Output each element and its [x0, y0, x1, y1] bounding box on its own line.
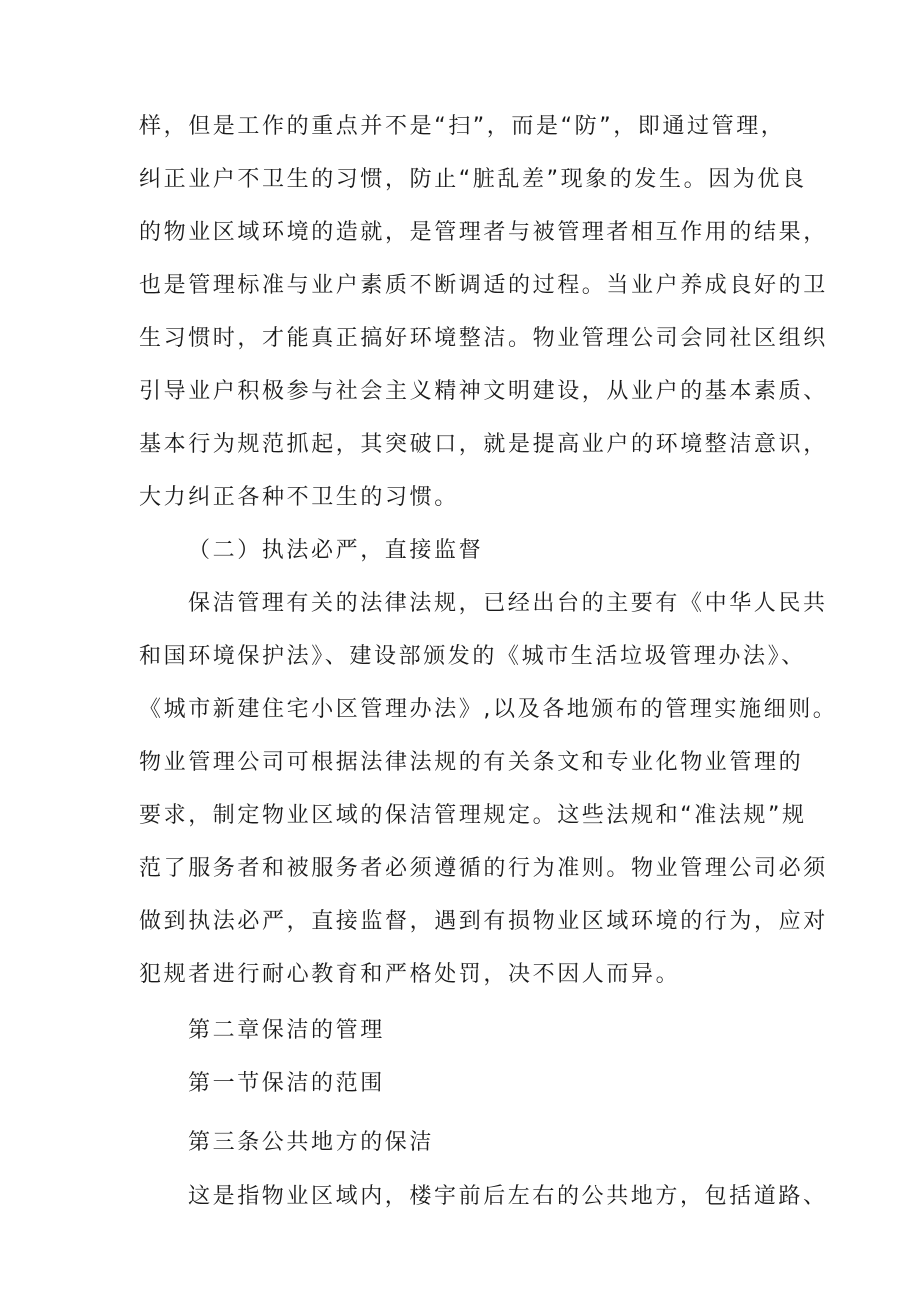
chapter-heading: 第二章保洁的管理	[188, 1018, 385, 1043]
text-line: 的物业区域环境的造就，是管理者与被管理者相互作用的结果，	[139, 220, 828, 245]
text-line: 纠正业户不卫生的习惯，防止“脏乱差”现象的发生。因为优良	[139, 167, 807, 192]
text-line: 样，但是工作的重点并不是“扫”，而是“防”，即通过管理，	[139, 114, 786, 139]
text-line: 要求，制定物业区域的保洁管理规定。这些法规和“准法规”规	[139, 803, 807, 828]
text-line: 和国环境保护法》、建设部颁发的《城市生活垃圾管理办法》、	[139, 644, 806, 669]
section-heading: 第一节保洁的范围	[188, 1071, 385, 1096]
text-line: 犯规者进行耐心教育和严格处罚，决不因人而异。	[139, 962, 681, 987]
text-line: 《城市新建住宅小区管理办法》,以及各地颁布的管理实施细则。	[139, 697, 838, 722]
text-line: 大力纠正各种不卫生的习惯。	[139, 485, 459, 510]
text-line: 生习惯时，才能真正搞好环境整洁。物业管理公司会同社区组织	[139, 326, 828, 351]
text-line: 这是指物业区域内，楼宇前后左右的公共地方，包括道路、	[188, 1184, 828, 1209]
text-line: 做到执法必严，直接监督，遇到有损物业区域环境的行为，应对	[139, 909, 828, 934]
text-line: 基本行为规范抓起，其突破口，就是提高业户的环境整洁意识，	[139, 432, 828, 457]
text-line: 范了服务者和被服务者必须遵循的行为准则。物业管理公司必须	[139, 856, 828, 881]
text-line: 也是管理标准与业户素质不断调适的过程。当业户养成良好的卫	[139, 273, 828, 298]
text-line: 物业管理公司可根据法律法规的有关条文和专业化物业管理的	[139, 750, 804, 775]
subsection-heading: （二）执法必严，直接监督	[188, 538, 484, 563]
text-line: 保洁管理有关的法律法规，已经出台的主要有《中华人民共	[188, 591, 828, 616]
article-heading: 第三条公共地方的保洁	[188, 1130, 435, 1155]
text-line: 引导业户积极参与社会主义精神文明建设，从业户的基本素质、	[139, 379, 828, 404]
